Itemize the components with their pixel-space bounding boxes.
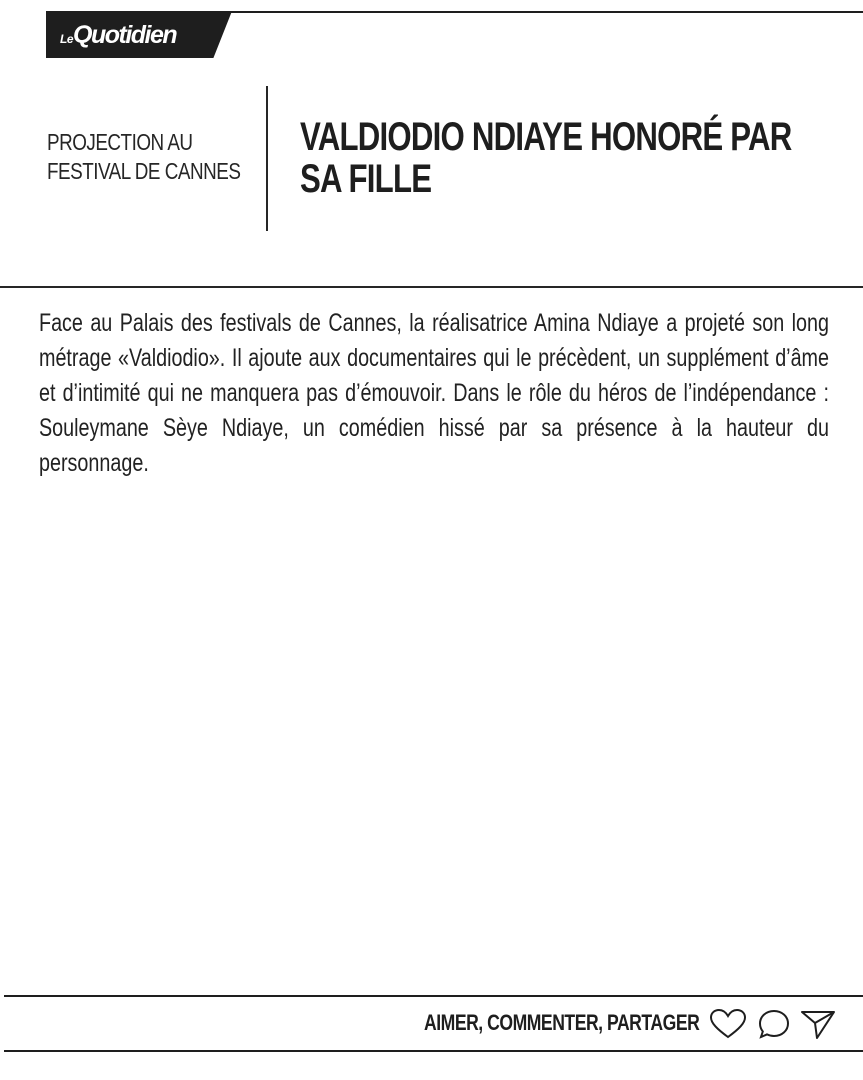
kicker-line-1: PROJECTION AU [47,129,193,155]
article-body: Face au Palais des festivals de Cannes, la réalisatrice Amina Ndiaye a projeté son long métrage «Valdiodio». Il ajoute aux documentaires qui le précèdent, un supplément d’âme et d’intimité qui ne manquera pas d’émouvoir. Dans le rôle du héros de l’indépendance : Souleymane Sèye Ndiaye, un comédien hissé par sa présence à la hauteur du personnage. [39,309,829,477]
headline [300,116,799,200]
send-icon[interactable] [800,1008,836,1040]
footer-cta-label: AIMER, COMMENTER, PARTAGER [424,1010,700,1035]
footer-top-rule [4,995,863,997]
logo-name: Quotidien [73,21,177,49]
logo [60,16,176,54]
logo-prefix: Le [60,32,74,46]
kicker [47,128,257,186]
headline-line-2: SA FILLE [300,157,432,201]
comment-icon[interactable] [757,1008,791,1040]
vertical-divider [266,86,268,231]
kicker-line-2: FESTIVAL DE CANNES [47,158,241,184]
section-divider [0,286,863,288]
headline-line-1: VALDIODIO NDIAYE HONORÉ PAR [300,115,792,159]
footer-bottom-rule [4,1050,863,1052]
heart-icon[interactable] [708,1008,748,1040]
